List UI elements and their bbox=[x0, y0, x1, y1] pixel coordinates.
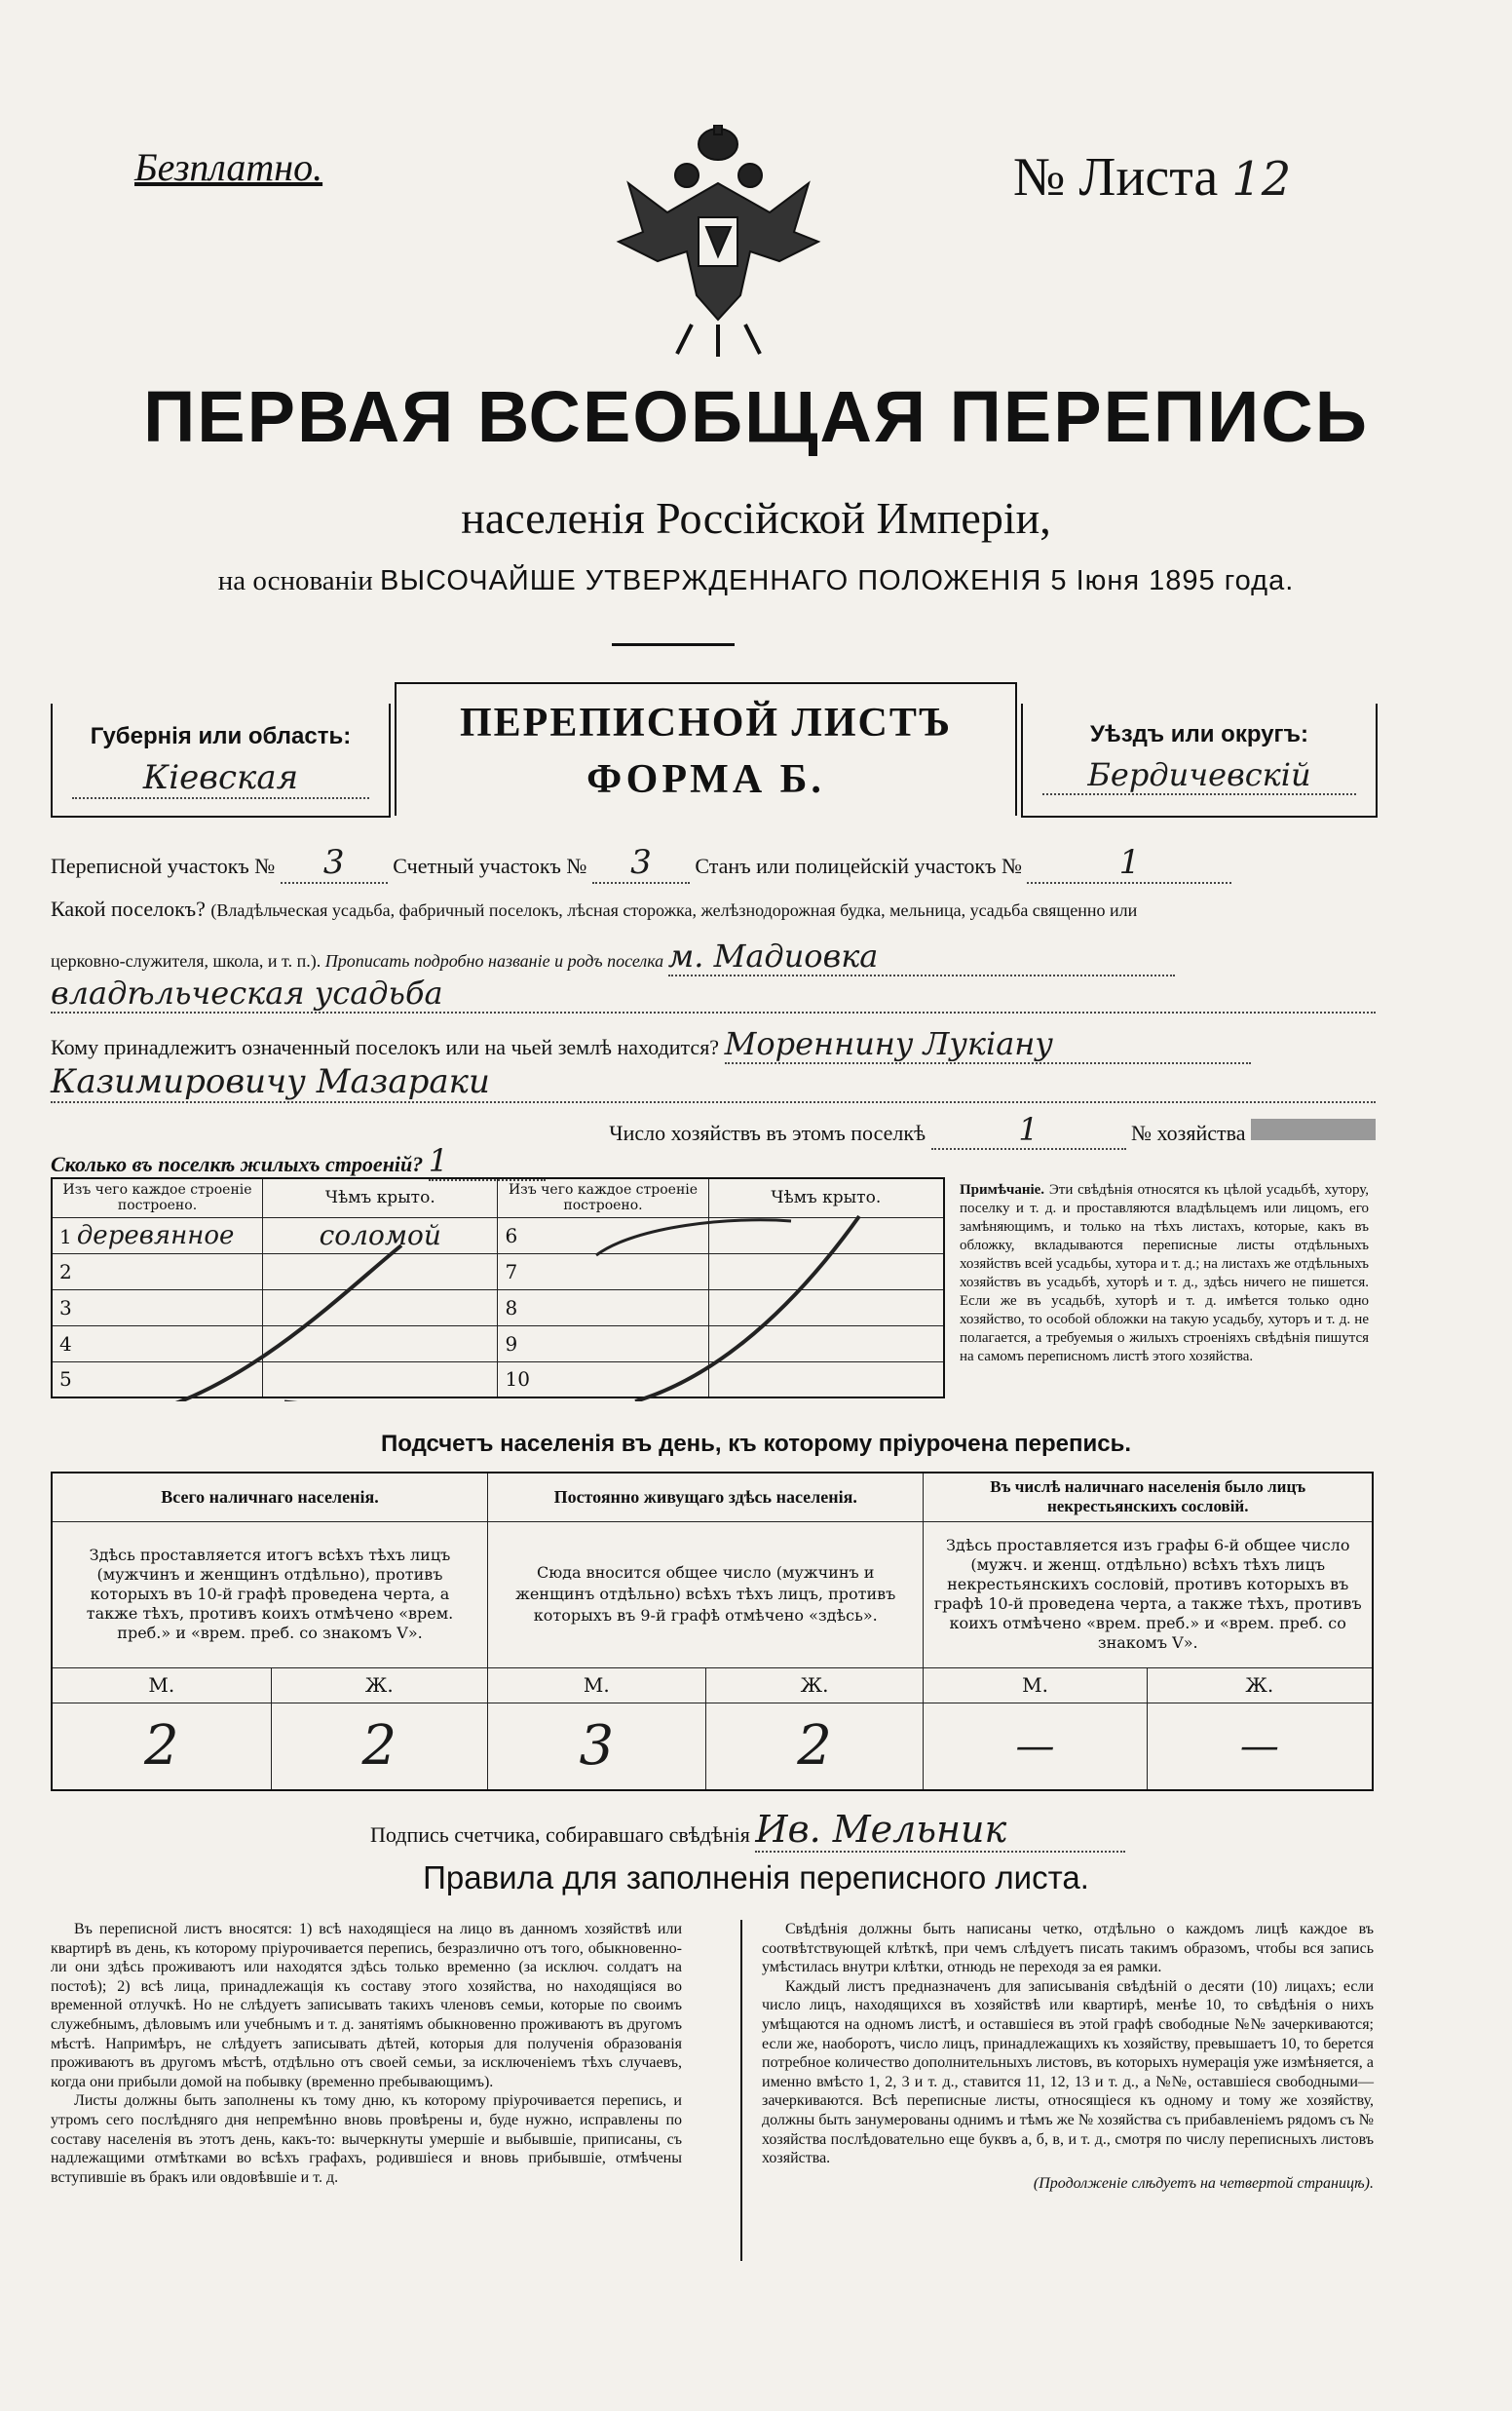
population-table bbox=[51, 1472, 1374, 1791]
note-title: Примѣчаніе. bbox=[960, 1182, 1045, 1198]
settlement-hint: (Владѣльческая усадьба, фабричный поселокъ, лѣсная сторожка, желѣзнодорожная будка, мельница, усадьба священно или bbox=[210, 900, 1138, 920]
rules-right-column bbox=[762, 1920, 1374, 2193]
form-subtitle: ФОРМА Б. bbox=[586, 757, 825, 802]
pop-value: — bbox=[1147, 1703, 1373, 1790]
pop-value: 3 bbox=[487, 1703, 705, 1790]
note-text: Эти свѣдѣнія относятся къ цѣлой усадьбѣ, хутору, поселку и т. д. и проставляются владѣльцемъ или лицомъ, его замѣняющимъ, и только на тѣхъ листахъ, которые, какъ въ обложку, вкладываются переписные листы отдѣльныхъ хозяйствъ всей усадьбы, хутора и т. д.; на листахъ же отдѣльныхъ хозяйствъ въ усадьбѣ, хуторѣ и т. д., здѣсь ничего не пишется. Если же въ усадьбѣ, хуторѣ и т. д. имѣется только одно хозяйство, то особой обложки на такую усадьбу, хуторъ и т. д. не полагается, а требуемыя о жилыхъ строеніяхъ свѣдѣнія пишутся на самомъ переписномъ листѣ этого хозяйства. bbox=[960, 1182, 1370, 1364]
population-heading: Подсчетъ населенія въ день, къ которому пріурочена перепись. bbox=[381, 1431, 1131, 1457]
province-value: Кіевская bbox=[72, 758, 369, 799]
counting-area-value: 3 bbox=[592, 843, 690, 884]
rules-left-p1: Въ переписной листъ вносятся: 1) всѣ находящіеся на лицо въ данномъ хозяйствѣ или квартирѣ въ день, къ которому пріурочивается перепись, безразлично отъ того, обыкновенно-ли они здѣсь проживаютъ или находятся здѣсь только временно (за исключ. солдатъ на постоѣ); 2) всѣ лица, принадлежащія къ составу этого хозяйства, но находящіяся во временной отлучкѣ. Но не слѣдуетъ записывать такихъ членовъ семьи, которые по своимъ служебнымъ, дѣловымъ или учебнымъ и т. д. занятіямъ обыкновенно проживаютъ въ другомъ мѣстѣ. Напримѣръ, не слѣдуетъ записывать дѣтей, которыя для полученія образованія проживаютъ въ другомъ мѣстѣ, отдѣльно отъ своей семьи, за исключеніемъ тѣхъ случаевъ, когда они прибыли домой на побывку (временно пребывающимъ). bbox=[51, 1921, 682, 2090]
owner-line bbox=[51, 1025, 1376, 1064]
title-divider bbox=[612, 643, 735, 646]
f-label: Ж. bbox=[271, 1667, 487, 1703]
rules-left-p2: Листы должны быть заполнены къ тому дню, къ которому пріурочивается перепись, и утромъ сего послѣдняго дня непремѣнно вновь провѣрены и, буде нужно, исправлены по составу населенія въ этотъ день, какъ-то: вычеркнуты умершіе и выбывшіе, приписаны, съ надлежащими отмѣтками во всѣхъ графахъ, родившіеся и вновь прибывшіе, отмѣчены вступившіе въ бракъ или овдовѣвшіе и т. д. bbox=[51, 2092, 682, 2186]
col3-desc: Здѣсь проставляется изъ графы 6-й общее число (мужч. и женщ. отдѣльно) всѣхъ тѣхъ лицъ некрестьянскихъ сословій, противъ которыхъ въ графѣ 10-й проведена черта, а также тѣхъ, противъ коихъ отмѣчено «врем. преб.» и «врем. преб. со знакомъ V». bbox=[924, 1521, 1373, 1667]
col2-desc: Сюда вносится общее число (мужчинъ и женщинъ отдѣльно) всѣхъ тѣхъ лицъ, противъ которыхъ въ 9-й графѣ отмѣчено «здѣсь». bbox=[487, 1521, 923, 1667]
main-title: ПЕРВАЯ ВСЕОБЩАЯ ПЕРЕПИСЬ bbox=[143, 376, 1369, 457]
police-area-label: Станъ или полицейскій участокъ № bbox=[695, 854, 1022, 878]
subtitle: населенія Россійской Имперіи, bbox=[461, 493, 1051, 543]
row-number: 1 bbox=[59, 1224, 72, 1248]
m-label: М. bbox=[487, 1667, 705, 1703]
household-no-label: № хозяйства bbox=[1131, 1121, 1246, 1145]
m-label: М. bbox=[52, 1667, 271, 1703]
district-value: Бердичевскій bbox=[1042, 756, 1356, 795]
settlement-hint-2: церковно-служителя, школа, и т. п.). bbox=[51, 951, 321, 971]
row-number: 2 bbox=[59, 1259, 72, 1283]
basis-prefix: на основаніи bbox=[217, 565, 380, 596]
settlement-line-2 bbox=[51, 938, 1376, 976]
settlement-line bbox=[51, 897, 1376, 922]
household-no-value bbox=[1251, 1119, 1376, 1140]
sheet-number-label: № Листа bbox=[1013, 147, 1219, 208]
row-number: 5 bbox=[59, 1367, 72, 1392]
buildings-label: Сколько въ поселкѣ жилыхъ строеній? bbox=[51, 1152, 424, 1176]
row-number: 4 bbox=[59, 1331, 72, 1356]
sheet-number bbox=[1013, 146, 1291, 209]
m-label: М. bbox=[924, 1667, 1147, 1703]
rules-title: Правила для заполненія переписного листа. bbox=[423, 1859, 1089, 1895]
signature-line bbox=[370, 1808, 1344, 1853]
basis-caps: ВЫСОЧАЙШЕ УТВЕРЖДЕННАГО ПОЛОЖЕНІЯ 5 Іюня 1895 года. bbox=[380, 565, 1295, 596]
col-roof-left: Чѣмъ крыто. bbox=[263, 1178, 498, 1217]
settlement-label: Какой поселокъ? bbox=[51, 897, 206, 921]
rules-left-column bbox=[51, 1920, 682, 2187]
f-label: Ж. bbox=[705, 1667, 924, 1703]
census-area-value: 3 bbox=[281, 843, 388, 884]
basis-line bbox=[0, 565, 1512, 597]
pop-value: 2 bbox=[271, 1703, 487, 1790]
rules-right-p2: Каждый листъ предназначенъ для записыванія свѣдѣній о десяти (10) лицахъ; если число лицъ, находящихся въ хозяйствѣ или квартирѣ, менѣе 10, то свѣдѣнія о нихъ умѣщаются на одномъ листѣ, и оставшіеся въ этой графѣ свободные №№ зачеркиваются; если же, наоборотъ, число лицъ, принадлежащихъ къ хозяйству, превышаетъ 10, то берется потребное количество дополнительныхъ листовъ, въ которыхъ нумерація уже измѣняется, а именно вмѣсто 1, 2, 3 и т. д., ставится 11, 12, 13 и т. д., а №№, оставшіеся свободными—зачеркиваются. Всѣ переписные листы, относящіеся къ одному и тому же хозяйству, должны быть занумерованы однимъ и тѣмъ же № хозяйства съ прибавленіемъ рядомъ съ № хозяйства послѣдовательно еще буквъ а, б, в, и т. д., смотря по числу переписныхъ листовъ хозяйства. bbox=[762, 1977, 1374, 2167]
households-label: Число хозяйствъ въ этомъ поселкѣ bbox=[609, 1121, 926, 1145]
owner-value-2: Казимировичу Мазараки bbox=[51, 1062, 1376, 1103]
settlement-value: м. Мадиовка bbox=[668, 938, 1175, 976]
areas-line bbox=[51, 843, 1376, 884]
col-roof-right: Чѣмъ крыто. bbox=[708, 1178, 944, 1217]
col3-title: Въ числѣ наличнаго населенія было лицъ некрестьянскихъ сословій. bbox=[924, 1473, 1373, 1521]
district-box bbox=[1021, 704, 1378, 818]
row1-material: деревянное bbox=[76, 1220, 235, 1250]
row-number: 7 bbox=[505, 1259, 518, 1283]
pop-value: 2 bbox=[705, 1703, 924, 1790]
rules-divider bbox=[740, 1920, 742, 2261]
row-number: 6 bbox=[505, 1223, 518, 1247]
sheet-number-value: 12 bbox=[1231, 152, 1292, 207]
row-number: 3 bbox=[59, 1295, 72, 1320]
form-title: ПЕРЕПИСНОЙ ЛИСТЪ bbox=[460, 701, 952, 746]
pop-value: 2 bbox=[52, 1703, 271, 1790]
province-box bbox=[51, 704, 391, 818]
row1-roof: соломой bbox=[263, 1217, 498, 1253]
buildings-value: 1 bbox=[429, 1142, 546, 1181]
row-number: 9 bbox=[505, 1331, 518, 1356]
signature-value: Ив. Мельник bbox=[755, 1808, 1125, 1853]
free-label: Безплатно. bbox=[134, 145, 323, 189]
owner-label: Кому принадлежитъ означенный поселокъ или на чьей землѣ находится? bbox=[51, 1035, 720, 1059]
col2-title: Постоянно живущаго здѣсь населенія. bbox=[487, 1473, 923, 1521]
rules-right-p1: Свѣдѣнія должны быть написаны четко, отдѣльно о каждомъ лицѣ каждое въ соотвѣтствующей клѣткѣ, при чемъ слѣдуетъ писать такимъ образомъ, чтобы вся запись умѣстилась внутри клѣтки, отнюдь не переходя за ея рамки. bbox=[762, 1921, 1374, 1976]
rules-continuation: (Продолженіе слѣдуетъ на четвертой страницѣ). bbox=[1033, 2174, 1374, 2192]
settlement-value-2: владѣльческая усадьба bbox=[51, 975, 1376, 1014]
buildings-line bbox=[51, 1142, 733, 1181]
row-number: 8 bbox=[505, 1295, 518, 1320]
f-label: Ж. bbox=[1147, 1667, 1373, 1703]
settlement-instruction: Прописать подробно названіе и родъ поселка bbox=[324, 951, 664, 971]
district-label: Уѣздъ или округъ: bbox=[1089, 721, 1309, 747]
imperial-eagle-emblem bbox=[609, 125, 828, 359]
pop-value: — bbox=[924, 1703, 1147, 1790]
census-area-label: Переписной участокъ № bbox=[51, 854, 276, 878]
col1-title: Всего наличнаго населенія. bbox=[52, 1473, 487, 1521]
owner-value: Мореннину Лукіану bbox=[725, 1025, 1251, 1064]
counting-area-label: Счетный участокъ № bbox=[393, 854, 587, 878]
table-strike-marks bbox=[51, 1177, 945, 1401]
households-value: 1 bbox=[931, 1111, 1126, 1150]
signature-label: Подпись счетчика, собиравшаго свѣдѣнія bbox=[370, 1822, 750, 1847]
col1-desc: Здѣсь проставляется итогъ всѣхъ тѣхъ лицъ (мужчинъ и женщинъ отдѣльно), противъ которыхъ въ 10-й графѣ проведена черта, а также тѣхъ, противъ коихъ отмѣчено «врем. преб.» и «врем. преб. со знакомъ V». bbox=[52, 1521, 487, 1667]
police-area-value: 1 bbox=[1027, 843, 1231, 884]
col-material-right: Изъ чего каждое строеніе построено. bbox=[498, 1178, 708, 1217]
col-material-left: Изъ чего каждое строеніе построено. bbox=[52, 1178, 263, 1217]
province-label: Губернія или область: bbox=[90, 723, 352, 749]
form-title-box bbox=[395, 682, 1017, 816]
row-number: 10 bbox=[505, 1367, 530, 1392]
note-block bbox=[960, 1181, 1369, 1366]
